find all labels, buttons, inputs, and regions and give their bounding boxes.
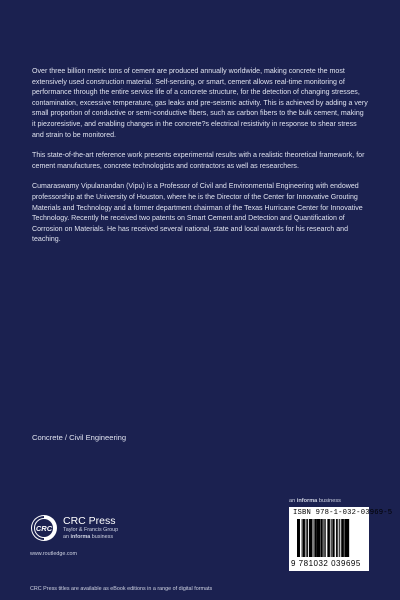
publisher-group: Taylor & Francis Group — [63, 527, 119, 533]
publisher-block — [63, 515, 118, 541]
barcode-number: 9 781032 039695 — [291, 559, 361, 568]
informa-brand: informa — [296, 498, 318, 504]
barcode-bars — [297, 519, 365, 557]
crc-press-logo — [30, 514, 58, 542]
blurb-paragraph-author-bio: Cumaraswamy Vipulanandan (Vipu) is a Professor of Civil and Environmental Engineering with endowed professorship at the University of Houston, where he is the Director of the Center for Innovative Grouting Materials and Technology and a former department chairman of the Texas Hurricane Center for Innovative Technology. Recently he received two patents on Smart Cement and Detection and Quantification of Corrosion on Materials. He has received several national, state and local awards for his research and teaching. — [32, 181, 363, 244]
blurb-paragraph-audience: This state-of-the-art reference work presents experimental results with a realistic theoretical framework, for cement manufactures, concrete technologists and contractors as well as researchers. — [32, 150, 365, 170]
back-cover-blurb — [32, 66, 368, 255]
isbn-text: ISBN 978-1-032-03969-5 — [293, 509, 393, 517]
crc-logo-text: CRC — [35, 523, 53, 533]
publisher-website: www.routledge.com — [30, 551, 78, 557]
subject-category: Concrete / Civil Engineering — [32, 433, 127, 442]
ebook-availability-note: CRC Press titles are available as eBook editions in a range of digital formats — [30, 586, 213, 592]
informa-business-line: an informa business — [289, 498, 341, 504]
publisher-informa-line: an informa business — [63, 534, 114, 540]
isbn-barcode — [289, 507, 393, 571]
blurb-paragraph-summary: Over three billion metric tons of cement are produced annually worldwide, making concrete the most extensively used construction material. Self-sensing, or smart, cement allows real-time monitoring of performance through the entire service life of a concrete structure, for the detection of changing stresses, contamination, excessive temperature, gas leaks and pre-seismic activity. This is achieved by adding a very small proportion of conductive or semi-conductive fibers, such as carbon fibers to the bulk cement, making it piezoresistive, and enabling changes in the concrete?s electrical resistivity in response to shear stress and strain to be monitored. — [32, 66, 368, 139]
publisher-name: CRC Press — [63, 515, 116, 527]
